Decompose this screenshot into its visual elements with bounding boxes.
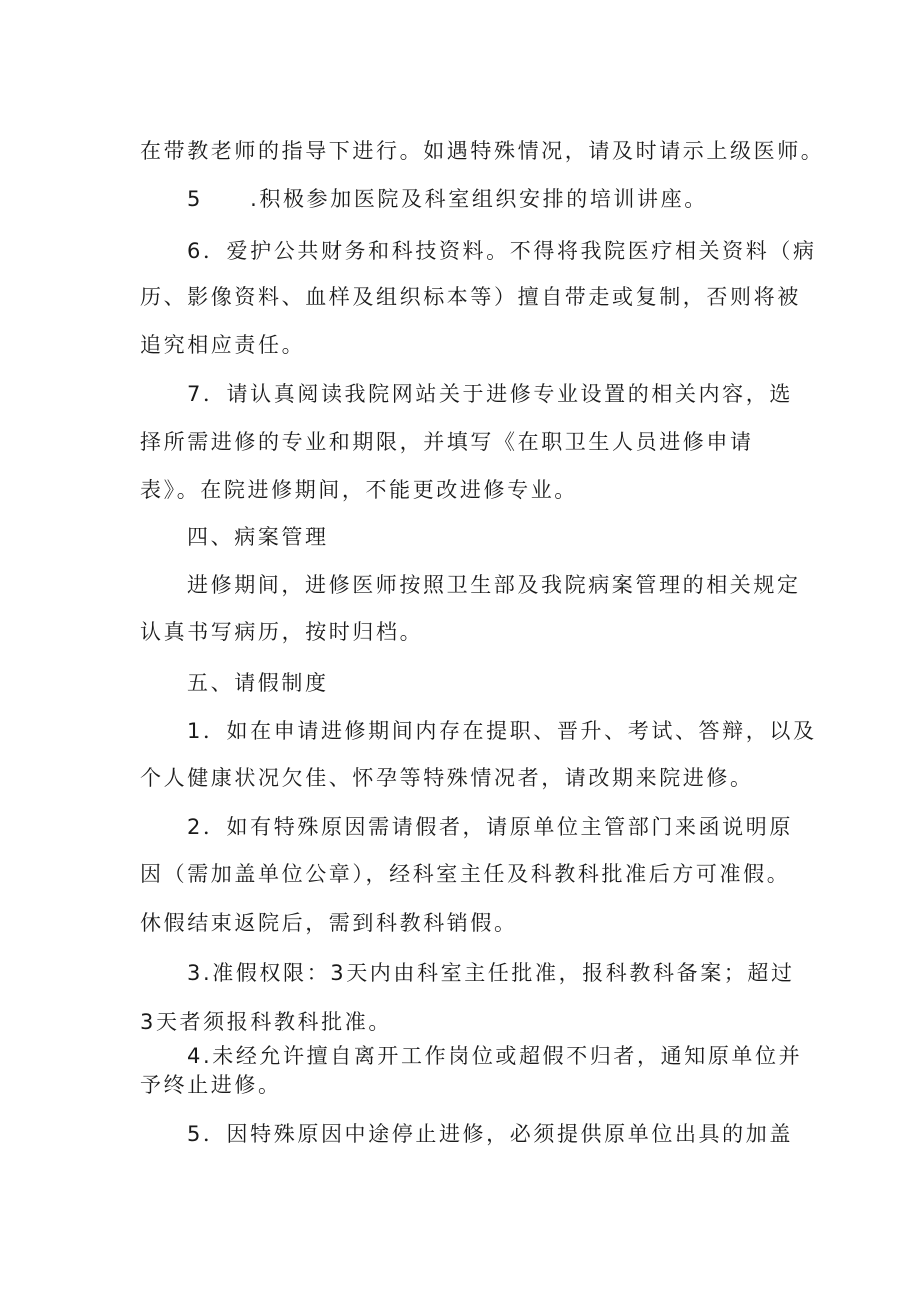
text-line-3: 6．爱护公共财务和科技资料。不得将我院医疗相关资料（病 — [187, 239, 817, 263]
text-line-5: 追究相应责任。 — [140, 333, 306, 357]
text-line-10: 进修期间，进修医师按照卫生部及我院病案管理的相关规定 — [187, 573, 801, 597]
text-line-20: 4.未经允许擅自离开工作岗位或超假不归者，通知原单位并 — [187, 1044, 803, 1068]
text-line-16: 因（需加盖单位公章），经科室主任及科教科批准后方可准假。 — [140, 862, 791, 886]
section-heading-medical-records: 四、病案管理 — [187, 525, 329, 549]
text-line-14: 个人健康状况欠佳、怀孕等特殊情况者，请改期来院进修。 — [140, 766, 754, 790]
text-line-11: 认真书写病历，按时归档。 — [140, 620, 424, 644]
text-line-13: 1．如在申请进修期间内存在提职、晋升、考试、答辩，以及 — [187, 719, 817, 743]
section-heading-leave-policy: 五、请假制度 — [187, 671, 329, 695]
text-line-2: 5 .积极参加医院及科室组织安排的培训讲座。 — [187, 187, 708, 211]
text-line-22: 5．因特殊原因中途停止进修，必须提供原单位出具的加盖 — [187, 1122, 793, 1146]
text-line-8: 表》。在院进修期间，不能更改进修专业。 — [140, 478, 578, 502]
text-line-4: 历、影像资料、血样及组织标本等）擅自带走或复制，否则将被 — [140, 285, 801, 309]
text-line-7: 择所需进修的专业和期限，并填写《在职卫生人员进修申请 — [140, 430, 754, 454]
text-line-21: 予终止进修。 — [140, 1073, 282, 1097]
text-line-18: 3.准假权限：3天内由科室主任批准，报科教科备案；超过 — [187, 961, 795, 985]
text-line-6: 7．请认真阅读我院网站关于进修专业设置的相关内容，选 — [187, 382, 793, 406]
text-line-1: 在带教老师的指导下进行。如遇特殊情况，请及时请示上级医师。 — [140, 139, 825, 163]
text-line-19: 3天者须报科教科批准。 — [140, 1010, 392, 1034]
text-line-17: 休假结束返院后，需到科教科销假。 — [140, 911, 518, 935]
text-line-15: 2．如有特殊原因需请假者，请原单位主管部门来函说明原 — [187, 815, 793, 839]
